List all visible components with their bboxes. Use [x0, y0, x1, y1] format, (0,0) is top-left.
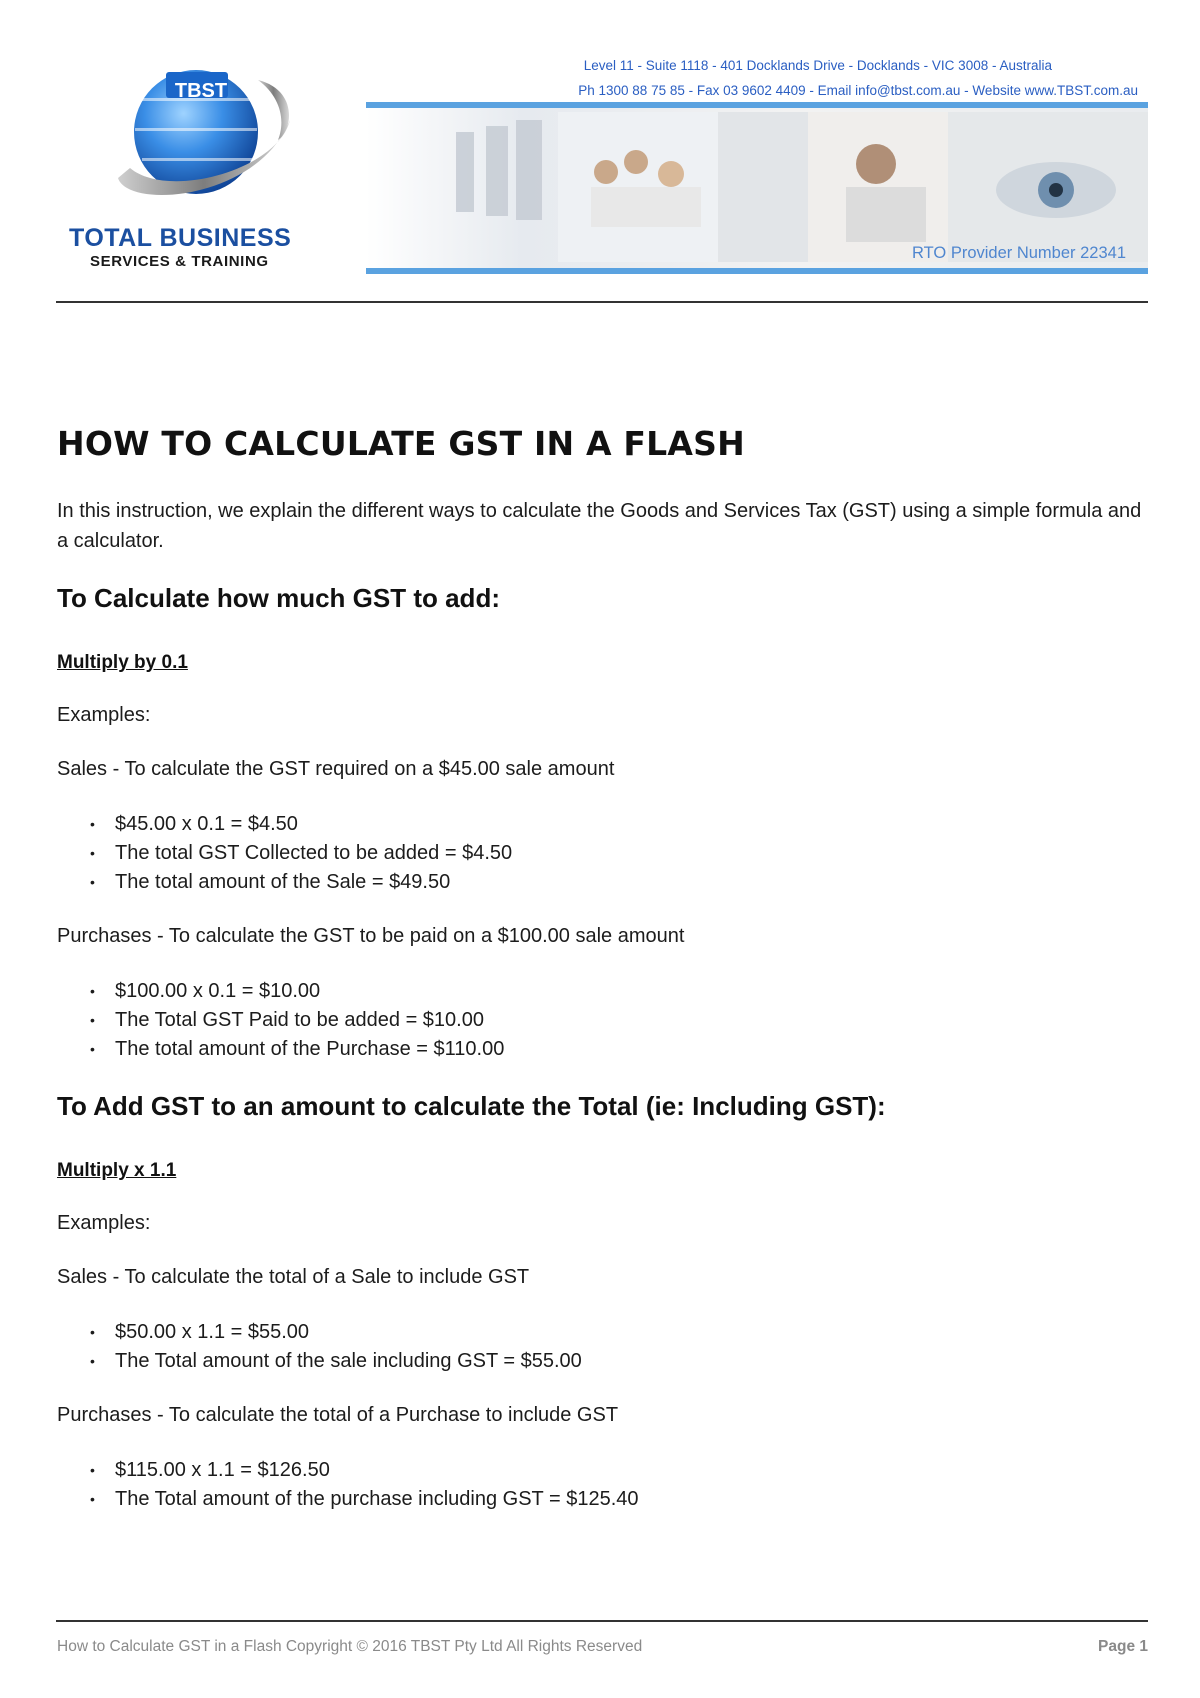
list-item: • The Total GST Paid to be added = $10.00 — [115, 1006, 1149, 1035]
header-divider — [56, 301, 1148, 303]
brand-name: TOTAL BUSINESS — [69, 224, 292, 252]
page-header — [56, 50, 1148, 278]
list-item: • The Total amount of the purchase including GST = $125.40 — [115, 1485, 1149, 1514]
page-title: HOW TO CALCULATE GST IN A FLASH — [57, 424, 745, 463]
examples-label: Examples: — [57, 1212, 151, 1234]
list-item: • The total amount of the Purchase = $110.00 — [115, 1035, 1149, 1064]
footer-divider — [56, 1620, 1148, 1622]
section-heading-add-gst: To Calculate how much GST to add: — [57, 583, 500, 613]
company-logo — [56, 60, 346, 270]
section-heading-total-incl-gst: To Add GST to an amount to calculate the Total (ie: Including GST): — [57, 1091, 886, 1121]
list-item: • $45.00 x 0.1 = $4.50 — [115, 810, 1149, 839]
intro-paragraph: In this instruction, we explain the different ways to calculate the Goods and Services Tax (GST) using a simple formula and a calculator. — [57, 500, 1142, 552]
logo-text: TBST — [174, 80, 228, 102]
list-item: • The Total amount of the sale including GST = $55.00 — [115, 1347, 1149, 1376]
sales-example-list — [57, 1318, 1149, 1376]
list-item: • The total GST Collected to be added = $4.50 — [115, 839, 1149, 868]
contact-line: Ph 1300 88 75 85 - Fax 03 9602 4409 - Email info@tbst.com.au - Website www.TBST.com.au — [578, 83, 1138, 98]
list-item: • $100.00 x 0.1 = $10.00 — [115, 977, 1149, 1006]
list-item: • $50.00 x 1.1 = $55.00 — [115, 1318, 1149, 1347]
purchases-example-intro: Purchases - To calculate the GST to be paid on a $100.00 sale amount — [57, 925, 685, 947]
rto-number: RTO Provider Number 22341 — [912, 244, 1126, 262]
examples-label: Examples: — [57, 704, 151, 726]
sales-example-intro: Sales - To calculate the total of a Sale to include GST — [57, 1266, 530, 1288]
method-multiply-0-1: Multiply by 0.1 — [57, 652, 188, 673]
method-multiply-1-1: Multiply x 1.1 — [57, 1160, 177, 1181]
footer-copyright: How to Calculate GST in a Flash Copyright © 2016 TBST Pty Ltd All Rights Reserved — [57, 1638, 643, 1655]
purchases-example-intro: Purchases - To calculate the total of a Purchase to include GST — [57, 1404, 619, 1426]
page-number: Page 1 — [1098, 1638, 1148, 1655]
sales-example-intro: Sales - To calculate the GST required on a $45.00 sale amount — [57, 758, 615, 780]
list-item: • $115.00 x 1.1 = $126.50 — [115, 1456, 1149, 1485]
sales-example-list — [57, 810, 1149, 897]
purchases-example-list — [57, 1456, 1149, 1514]
purchases-example-list — [57, 977, 1149, 1064]
address-line: Level 11 - Suite 1118 - 401 Docklands Drive - Docklands - VIC 3008 - Australia — [583, 58, 1052, 73]
brand-tagline: SERVICES & TRAINING — [90, 253, 269, 270]
document-body — [57, 424, 1149, 1514]
list-item: • The total amount of the Sale = $49.50 — [115, 868, 1149, 897]
